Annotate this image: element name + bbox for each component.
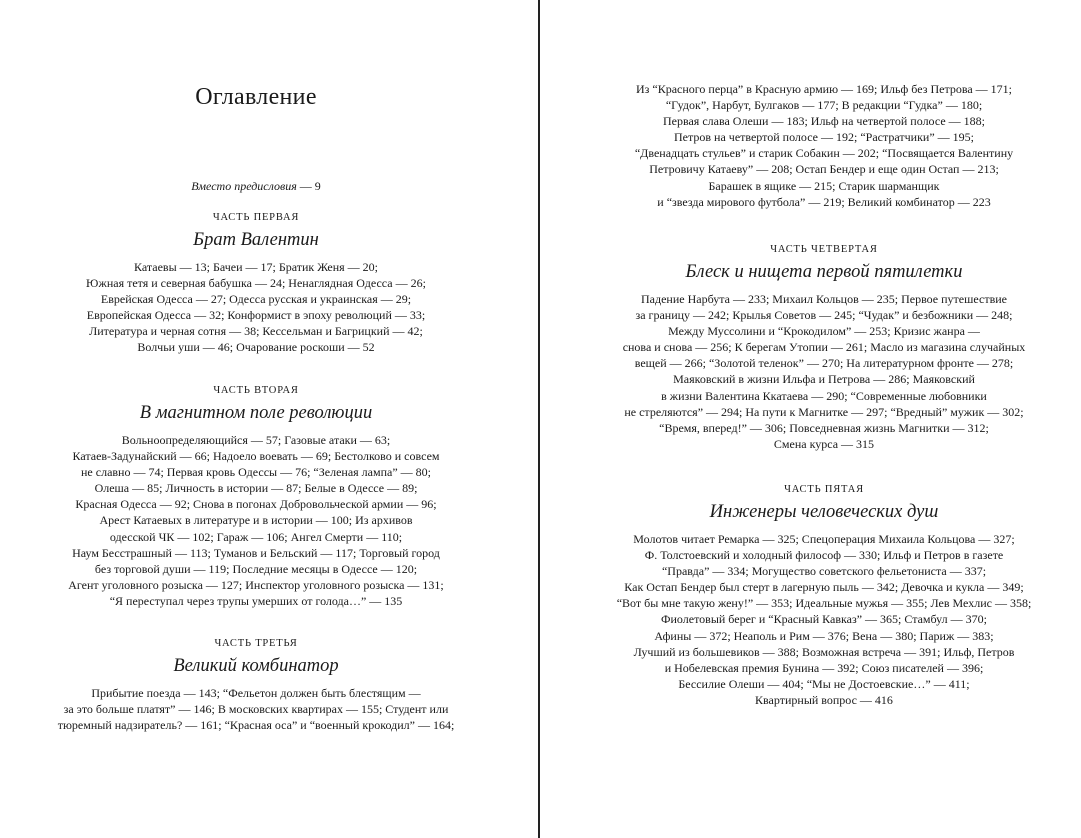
- toc-entry-line: Катаевы — 13; Бачеи — 17; Братик Женя — 20;: [134, 260, 378, 274]
- part-label: ЧАСТЬ ПЕРВАЯ: [212, 212, 300, 223]
- toc-entry-line: Молотов читает Ремарка — 325; Спецоперация Михаила Кольцова — 327;: [633, 532, 1015, 546]
- part-entries: [540, 81, 1081, 210]
- part-1: [0, 211, 512, 356]
- toc-entry-line: не стреляются” — 294; На пути к Магнитке — 297; “Вредный” мужик — 302;: [624, 404, 1024, 419]
- toc-entry-line: тюремный надзиратель? — 161; “Красная оса” и “военный крокодил” — 164;: [57, 718, 455, 733]
- toc-entry-line: не славно — 74; Первая кровь Одессы — 76; “Зеленая лампа” — 80;: [81, 465, 431, 480]
- toc-entry-line: Еврейская Одесса — 27; Одесса русская и украинская — 29;: [100, 292, 412, 307]
- toc-entry-line: без торговой души — 119; Последние месяцы в Одессе — 120;: [94, 561, 418, 576]
- toc-entry-line: Петров на четвертой полосе — 192; “Растратчики” — 195;: [673, 130, 975, 145]
- toc-entry-line: одесской ЧК — 102; Гараж — 106; Ангел Смерти — 110;: [109, 529, 403, 544]
- preface-page: — 9: [299, 179, 321, 193]
- toc-entry-line: Прибытие поезда — 143; “Фельетон должен быть блестящим —: [91, 686, 421, 700]
- toc-entry-line: и Нобелевская премия Бунина — 392; Союз писателей — 396;: [664, 660, 984, 675]
- right-page: [540, 0, 1081, 838]
- toc-entry-line: Фиолетовый берег и “Красный Кавказ” — 365; Стамбул — 370;: [661, 612, 987, 627]
- toc-entry-line: Олеша — 85; Личность в истории — 87; Белые в Одессе — 89;: [94, 481, 418, 496]
- toc-entry-line: Петровичу Катаеву” — 208; Остап Бендер и еще один Остап — 213;: [649, 162, 999, 177]
- toc-entry-line: Агент уголовного розыска — 127; Инспектор уголовного розыска — 131;: [68, 577, 444, 592]
- part-label: ЧАСТЬ ВТОРАЯ: [213, 385, 299, 396]
- toc-entry-line: Наум Бесстрашный — 113; Туманов и Бельский — 117; Торговый город: [72, 545, 440, 560]
- preface-label: Вместо предисловия: [191, 179, 297, 193]
- part-label: ЧАСТЬ ЧЕТВЕРТАЯ: [770, 244, 878, 255]
- toc-entry-line: “Гудок”, Нарбут, Булгаков — 177; В редакции “Гудка” — 180;: [665, 98, 983, 113]
- toc-entry-line: Бессилие Олеши — 404; “Мы не Достоевские…” — 411;: [678, 676, 970, 691]
- toc-entry-line: Лучший из большевиков — 388; Возможная встреча — 391; Ильф, Петров: [633, 644, 1015, 659]
- toc-entry-line: Барашек в ящике — 215; Старик шарманщик: [708, 178, 940, 193]
- toc-entry-line: Вольноопределяющийся — 57; Газовые атаки — 63;: [121, 433, 391, 447]
- toc-entry-line: за это больше платят” — 146; В московских квартирах — 155; Студент или: [63, 702, 449, 717]
- part-entries: [540, 531, 1081, 708]
- part-title: В магнитном поле революции: [139, 403, 373, 423]
- toc-entry-line: Маяковский в жизни Ильфа и Петрова — 286; Маяковский: [673, 372, 975, 387]
- toc-entry-line: Первая слава Олеши — 183; Ильф на четвертой полосе — 188;: [662, 114, 985, 129]
- toc-entry-line: Арест Катаевых в литературе и в истории — 100; Из архивов: [99, 513, 413, 528]
- part-entries: [0, 432, 512, 609]
- toc-entry-line: в жизни Валентина Ккатаева — 290; “Современные любовники: [661, 388, 987, 403]
- part-label: ЧАСТЬ ТРЕТЬЯ: [214, 638, 298, 649]
- part-title: Великий комбинатор: [173, 656, 339, 676]
- toc-entry-line: Катаев-Задунайский — 66; Надоело воевать — 69; Бестолково и совсем: [72, 449, 440, 464]
- part-entries: [0, 259, 512, 356]
- part-3: [0, 637, 512, 733]
- toc-entry-line: “Двенадцать стульев” и старик Собакин — 202; “Посвящается Валентину: [634, 146, 1014, 161]
- toc-entry-line: Южная тетя и северная бабушка — 24; Ненаглядная Одесса — 26;: [86, 276, 426, 291]
- toc-entry-line: Волчьи уши — 46; Очарование роскоши — 52: [137, 340, 375, 355]
- toc-entry-line: “Время, вперед!” — 306; Повседневная жизнь Магнитки — 312;: [659, 420, 989, 435]
- part-entries: [0, 685, 512, 733]
- toc-entry-line: Как Остап Бендер был стерт в лагерную пыль — 342; Девочка и кукла — 349;: [624, 580, 1024, 595]
- part-entries: [540, 291, 1081, 452]
- toc-entry-line: за границу — 242; Крылья Советов — 245; “Чудак” и безбожники — 248;: [635, 308, 1013, 323]
- toc-entry-line: Квартирный вопрос — 416: [755, 692, 893, 707]
- toc-entry-line: Афины — 372; Неаполь и Рим — 376; Вена — 380; Париж — 383;: [654, 628, 994, 643]
- left-page: [0, 0, 538, 838]
- toc-entry-line: “Правда” — 334; Могущество советского фельетониста — 337;: [661, 564, 987, 579]
- toc-entry-line: и “звезда мирового футбола” — 219; Великий комбинатор — 223: [657, 194, 991, 209]
- part-label: ЧАСТЬ ПЯТАЯ: [784, 484, 864, 495]
- toc-entry-line: Из “Красного перца” в Красную армию — 169; Ильф без Петрова — 171;: [635, 82, 1013, 96]
- part-title: Блеск и нищета первой пятилетки: [685, 262, 963, 282]
- part-3-continuation: [540, 81, 1081, 210]
- toc-entry-line: Ф. Толстоевский и холодный философ — 330; Ильф и Петров в газете: [644, 548, 1004, 563]
- part-title: Брат Валентин: [193, 230, 319, 250]
- toc-title: Оглавление: [195, 84, 317, 110]
- toc-entry-line: Смена курса — 315: [773, 436, 875, 451]
- toc-entry-line: Европейская Одесса — 32; Конформист в эпоху революций — 33;: [86, 308, 426, 323]
- preface-entry: [0, 179, 512, 194]
- part-title: Инженеры человеческих душ: [709, 502, 939, 522]
- toc-entry-line: “Вот бы мне такую жену!” — 353; Идеальные мужья — 355; Лев Мехлис — 358;: [616, 596, 1032, 611]
- part-2: [0, 384, 512, 609]
- toc-entry-line: Между Муссолини и “Крокодилом” — 253; Кризис жанра —: [668, 324, 980, 339]
- toc-entry-line: вещей — 266; “Золотой теленок” — 270; На литературном фронте — 278;: [634, 356, 1014, 371]
- part-5: [540, 483, 1081, 708]
- toc-entry-line: Литература и черная сотня — 38; Кессельман и Багрицкий — 42;: [89, 324, 423, 339]
- toc-entry-line: Красная Одесса — 92; Снова в погонах Добровольческой армии — 96;: [75, 497, 437, 512]
- part-4: [540, 243, 1081, 452]
- toc-entry-line: Падение Нарбута — 233; Михаил Кольцов — 235; Первое путешествие: [641, 292, 1007, 306]
- toc-entry-line: снова и снова — 256; К берегам Утопии — 261; Масло из магазина случайных: [622, 340, 1026, 355]
- toc-entry-line: “Я переступал через трупы умерших от голода…” — 135: [109, 593, 403, 608]
